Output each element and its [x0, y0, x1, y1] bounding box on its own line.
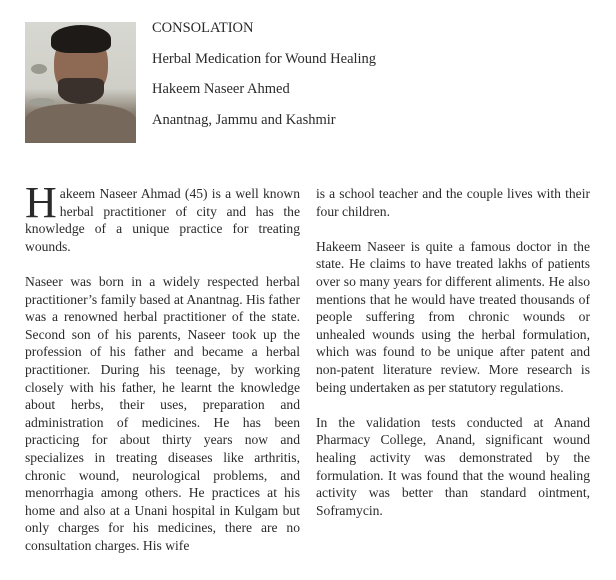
paragraph: In the validation tests conducted at Anand Pharmacy College, Anand, significant wound healing activity was demonstrated by the formulation. It was found that the wound healing activity was better than standard ointment, Soframycin.: [316, 414, 590, 518]
right-column: [316, 185, 590, 537]
portrait-photo: [25, 22, 136, 143]
left-column: [25, 178, 300, 572]
person-location: Anantnag, Jammu and Kashmir: [152, 111, 336, 128]
paragraph-text: akeem Naseer Ahmad (45) is a well known herbal practitioner of city and has the knowledge of a unique practice for treating wounds.: [25, 186, 300, 254]
section-label: CONSOLATION: [152, 20, 254, 36]
paragraph: Hakeem Naseer is quite a famous doctor in the state. He claims to have treated lakhs of patients over so many years for different aliments. He also mentions that he would have treated thousands of people suffering from chronic wounds or unhealed wounds using the herbal formulation, which was found to be unique after patent and non-patent literature review. More research is being undertaken as per statutory regulations.: [316, 238, 590, 395]
wall-mark: [31, 64, 47, 74]
person-name: Hakeem Naseer Ahmed: [152, 81, 290, 97]
article-header: [152, 18, 376, 140]
drop-cap: H: [25, 178, 57, 227]
person-hair: [51, 25, 111, 53]
person-body: [25, 104, 136, 143]
paragraph: Naseer was born in a widely respected herbal practitioner’s family based at Anantnag. His father was a renowned herbal practitioner of the state. Second son of his parents, Naseer took up the profession of his father and became a herbal practitioner. During his teenage, by working closely with his father, he learnt the knowledge about herbs, their uses, preparation and administration of medicines. He has been practicing for about thirty years now and specializes in treating diseases like arthritis, chronic wound, neurological problems, and menorrhagia among others. He practices at his home and also at a Unani hospital in Kulgam but only charges for his medicines, there are no consultation charges. His wife: [25, 273, 300, 553]
paragraph: is a school teacher and the couple lives with their four children.: [316, 186, 590, 219]
person-beard: [58, 78, 104, 104]
paragraph: [25, 178, 300, 255]
article-title: Herbal Medication for Wound Healing: [152, 50, 377, 67]
